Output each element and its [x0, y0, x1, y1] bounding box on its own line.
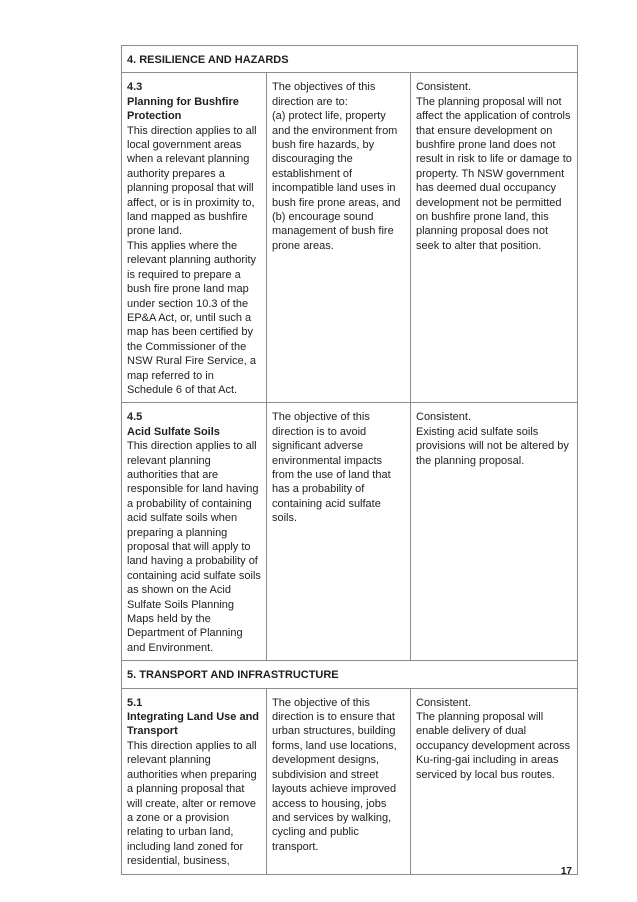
consistency-text: The planning proposal will not affect the application of controls that ensure development on bushfire prone land does not result in risk to life or damage to property. Th NSW government has deemed dual occupancy development not be permitted on bushfire prone land, this planning proposal does not seek to alter that position.: [416, 95, 572, 252]
objective-cell: [267, 688, 411, 874]
section-heading: 5. TRANSPORT AND INFRASTRUCTURE: [122, 661, 578, 688]
direction-title: Acid Sulfate Soils: [127, 425, 220, 438]
consistency-cell: [411, 73, 578, 403]
page-number: 17: [560, 866, 572, 877]
direction-description: This direction applies to all relevant planning authorities when preparing a planning proposal that will create, alter or remove a zone or a provision relating to urban land, including land zoned for residential, business,: [127, 739, 257, 868]
direction-cell: [122, 688, 267, 874]
direction-description: This direction applies to all local government areas when a relevant planning authority prepares a planning proposal that will affect, or is in proximity to, land mapped as bushfire prone land.: [127, 124, 257, 238]
direction-description: This applies where the relevant planning authority is required to prepare a bush fire prone land map under section 10.3 of the EP&A Act, or, until such a map has been certified by the Commissioner of the NSW Rural Fire Service, a map referred to in Schedule 6 of that Act.: [127, 239, 257, 396]
direction-title: Integrating Land Use and Transport: [127, 711, 260, 738]
consistency-text: Existing acid sulfate soils provisions will not be altered by the planning proposal.: [416, 425, 569, 467]
table-row: [122, 688, 578, 874]
direction-title: Planning for Bushfire Protection: [127, 95, 239, 123]
directions-table: [121, 45, 578, 875]
direction-cell: [122, 403, 267, 661]
consistency-cell: [411, 403, 578, 661]
section-heading: 4. RESILIENCE AND HAZARDS: [122, 46, 578, 73]
objective-cell: [267, 403, 411, 661]
direction-number: 5.1: [127, 696, 143, 709]
direction-cell: [122, 73, 267, 403]
consistency-cell: [411, 688, 578, 874]
consistency-status: Consistent.: [416, 81, 472, 94]
consistency-status: Consistent.: [416, 696, 472, 709]
consistency-status: Consistent.: [416, 411, 472, 424]
objective-cell: [267, 73, 411, 403]
direction-number: 4.5: [127, 411, 143, 424]
table-row: [122, 403, 578, 661]
section-heading-row: [122, 661, 578, 688]
objective-text: (b) encourage sound management of bush fire prone areas.: [272, 211, 394, 252]
direction-number: 4.3: [127, 81, 143, 94]
section-heading-row: [122, 46, 578, 73]
objective-text: The objectives of this direction are to:: [272, 81, 376, 108]
direction-description: This direction applies to all relevant planning authorities that are responsible for land having a probability of containing acid sulfate soils when preparing a planning proposal that will apply to land having a probability of containing acid sulfate soils as shown on the Acid Sulfate Soils Planning Maps held by the Department of Planning and Environment.: [127, 440, 261, 654]
table-row: [122, 73, 578, 403]
objective-text: The objective of this direction is to avoid significant adverse environmental impacts from the use of land that has a probability of containing acid sulfate soils.: [272, 411, 391, 525]
consistency-text: The planning proposal will enable delivery of dual occupancy development across Ku-ring-gai including in areas serviced by local bus routes.: [416, 711, 571, 781]
objective-text: (a) protect life, property and the environment from bush fire hazards, by discouraging the establishment of incompatible land uses in bush fire prone areas, and: [272, 110, 401, 209]
objective-text: The objective of this direction is to ensure that urban structures, building forms, land use locations, development designs, subdivision and street layouts achieve improved access to housing, jobs and services by walking, cycling and public transport.: [272, 696, 397, 853]
